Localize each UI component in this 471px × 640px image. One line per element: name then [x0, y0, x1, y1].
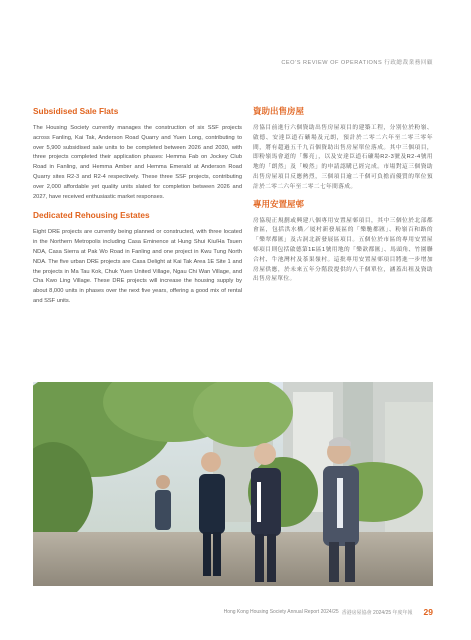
ssf-paragraph-zh: 房協目前進行六個資助出售房屋項目的建築工程，分別位於粉嶺、啟德、安達臣道石礦場及元朗，預計於二零二六年至二零三零年間，將有超過五千九百個資助出售房屋單位落成。其中三個項目，即粉嶺馬會道的「馨亮」，以及安達臣道石礦場R2-3號及R2-4號用地的「朗然」及「峻然」的申請認購已經完成。市場對這三個資助出售房屋項目反應熱烈，三個項目逾二千個可負擔而優質的單位預計於二零二六年至二零二七年間落成。 [253, 125, 433, 190]
english-column [33, 106, 242, 307]
dre-paragraph-zh: 房協現正規劃或興建八個專用安置屋邨項目，其中三個位於北部都會區，包括洪水橋／厦村新發展區的「樂馳都匯」、粉嶺百和路的「樂翠都匯」及古洞北新發展區項目。五個位於市區的專用安置屋邨項目則包括啟德第1E區1號用地的「樂歆都匯」、馬頭角、竹園聯合村、牛池灣村及茶果嶺村。這批專用安置屋邨項目將進一步增加房屋供應，於未來五年分階段提供約八千個單位，涵蓋出租及資助出售房屋單位。 [253, 217, 433, 283]
ssf-heading-zh: 資助出售房屋 [253, 106, 305, 116]
dre-heading-en: Dedicated Rehousing Estates [33, 210, 150, 221]
page-footer [224, 607, 433, 617]
report-title-en: Hong Kong Housing Society Annual Report 2024/25 [223, 609, 339, 615]
chinese-column [253, 106, 433, 285]
section-header: CEO’S REVIEW OF OPERATIONS 行政總裁業務回顧 [281, 60, 433, 66]
ssf-paragraph-en: The Housing Society currently manages the construction of six SSF projects across Fanling, Kai Tak, Anderson Road Quarry and Yuen Long, contributing to over 5,900 subsidised sale units to be completed between 2026 and 2030, with three projects completed their application phases: Hemma Fab on Jockey Club Road in Fanling, and Hemma Amber and Hemma Emerald at Anderson Road Quarry sites R2-3 and R2-4 respectively. These three SSF projects, contributing over 2,000 affordable yet quality units slated for completion between 2026 and 2027, have received enthusiastic market responses. [33, 125, 242, 200]
report-title-zh: 香港房屋協會 2024/25 年度年報 [341, 609, 413, 616]
page-number: 29 [423, 607, 433, 617]
person-background-figure [155, 475, 171, 530]
dre-heading-zh: 專用安置屋邨 [253, 198, 305, 209]
dre-paragraph-en: Eight DRE projects are currently being planned or constructed, with three located in the Northern Metropolis including Casa Eminence at Hung Shui Kiu/Ha Tsuen NDA, Casa Sierra at Pak Wo Road in Fanling and one project in Kwu Tung North NDA. The five urban DRE projects are Casa Delight at Kai Tak Area 1E Site 1 and the projects in Ma Tau Kok, Chuk Yuen United Village, Ngau Chi Wan Village, and Cha Kwo Ling Village. These DRE projects will increase the housing supply by about 8,000 units in phases over the next five years, offering a good mix of rental and SSF units. [33, 229, 242, 304]
ssf-heading-en: Subsidised Sale Flats [33, 106, 119, 116]
site-visit-photo [33, 382, 433, 586]
